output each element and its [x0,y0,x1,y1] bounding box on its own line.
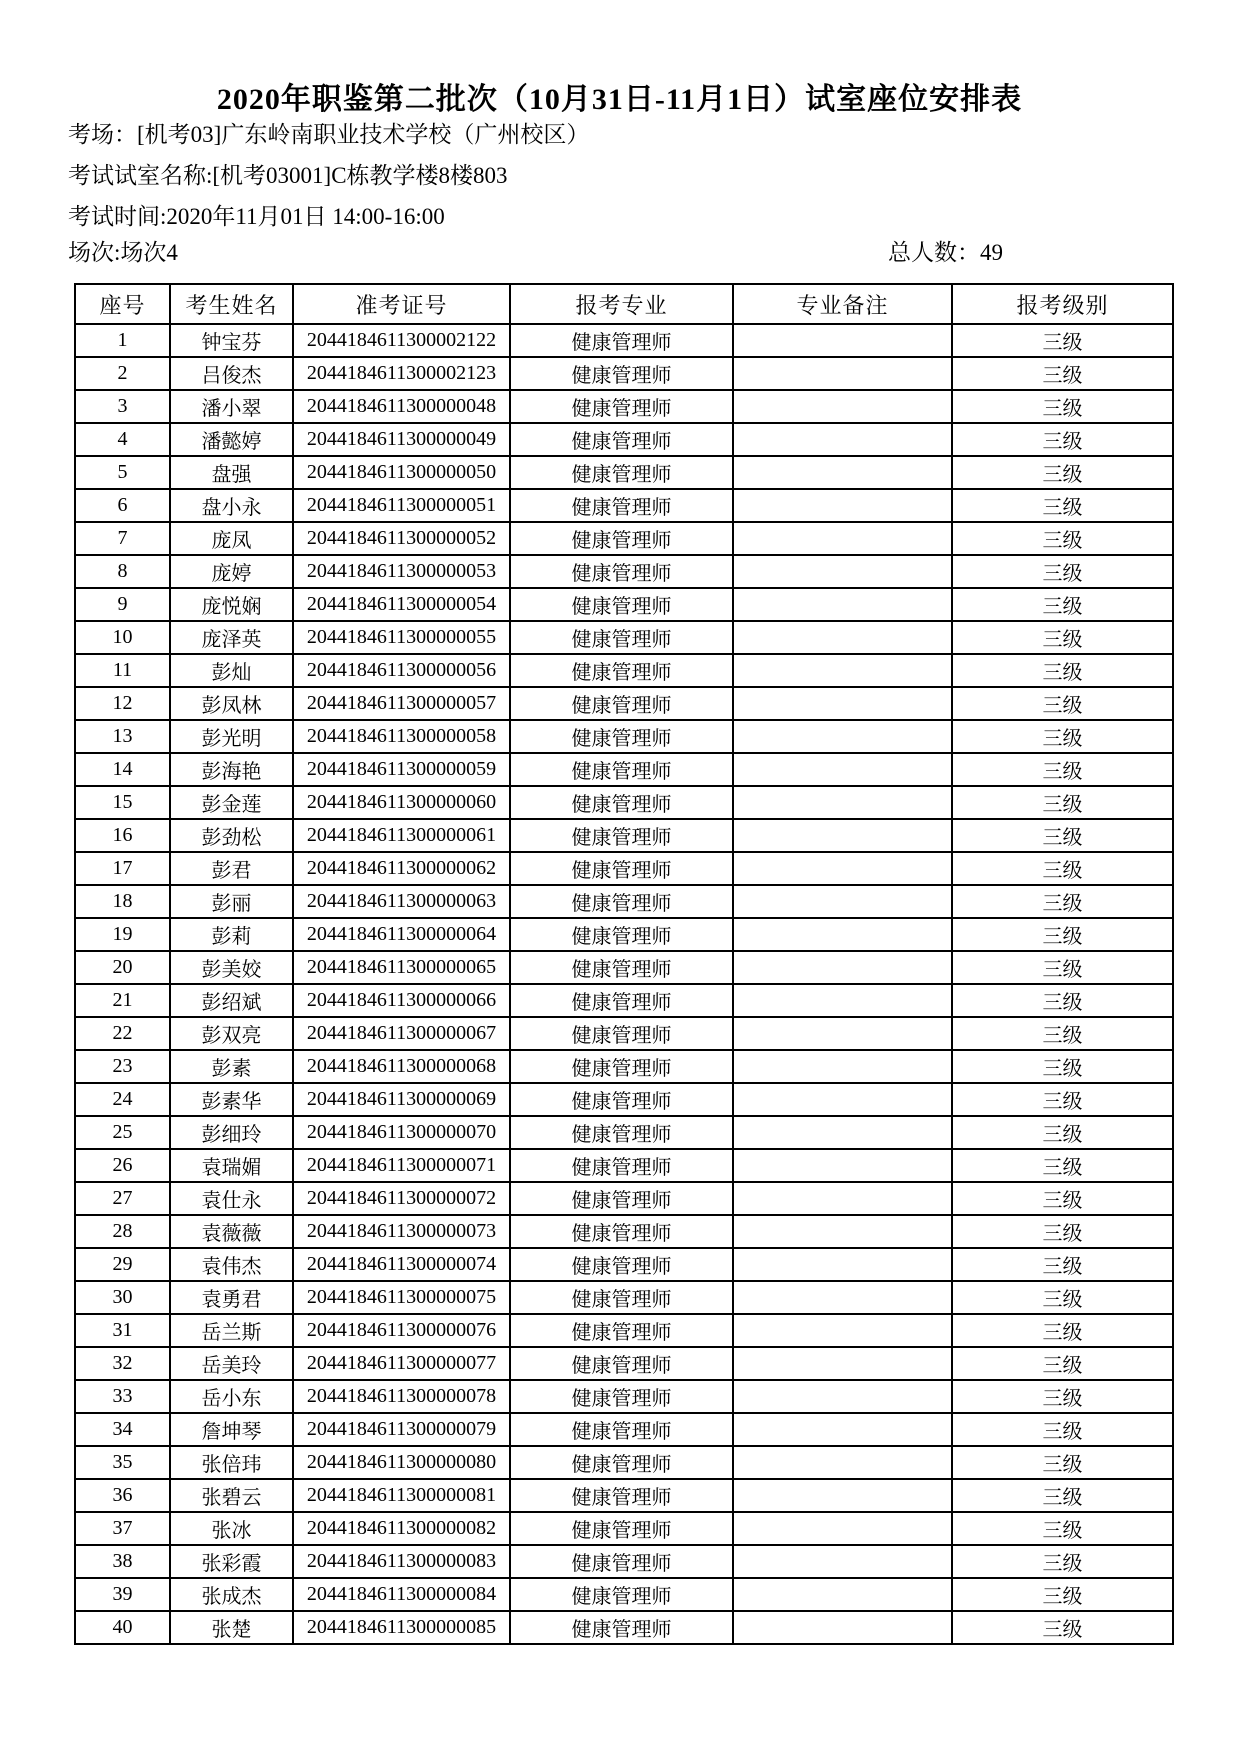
cell-major-remark [733,852,952,885]
cell-applied-level: 三级 [952,1512,1173,1545]
cell-applied-major: 健康管理师 [510,522,733,555]
cell-major-remark [733,1578,952,1611]
cell-candidate-name: 彭金莲 [170,786,293,819]
cell-candidate-name: 彭莉 [170,918,293,951]
cell-major-remark [733,951,952,984]
cell-applied-level: 三级 [952,1611,1173,1644]
cell-major-remark [733,390,952,423]
cell-applied-level: 三级 [952,1050,1173,1083]
cell-admission-ticket-number: 2044184611300000054 [293,588,510,621]
cell-seat-number: 17 [75,852,170,885]
cell-candidate-name: 庞泽英 [170,621,293,654]
cell-candidate-name: 彭凤林 [170,687,293,720]
cell-candidate-name: 张冰 [170,1512,293,1545]
table-header [75,284,1173,324]
cell-seat-number: 39 [75,1578,170,1611]
cell-seat-number: 35 [75,1446,170,1479]
cell-admission-ticket-number: 2044184611300000059 [293,753,510,786]
cell-major-remark [733,918,952,951]
cell-seat-number: 3 [75,390,170,423]
cell-admission-ticket-number: 2044184611300000051 [293,489,510,522]
cell-admission-ticket-number: 2044184611300000073 [293,1215,510,1248]
cell-candidate-name: 詹坤琴 [170,1413,293,1446]
cell-admission-ticket-number: 2044184611300000075 [293,1281,510,1314]
cell-admission-ticket-number: 2044184611300000067 [293,1017,510,1050]
cell-major-remark [733,984,952,1017]
cell-applied-major: 健康管理师 [510,1611,733,1644]
cell-admission-ticket-number: 2044184611300000068 [293,1050,510,1083]
cell-admission-ticket-number: 2044184611300000083 [293,1545,510,1578]
table-row [75,1479,1173,1512]
cell-candidate-name: 潘小翠 [170,390,293,423]
cell-major-remark [733,1281,952,1314]
cell-seat-number: 22 [75,1017,170,1050]
cell-applied-major: 健康管理师 [510,489,733,522]
cell-candidate-name: 张彩霞 [170,1545,293,1578]
table-row [75,1413,1173,1446]
cell-candidate-name: 潘懿婷 [170,423,293,456]
cell-applied-level: 三级 [952,951,1173,984]
cell-seat-number: 24 [75,1083,170,1116]
cell-candidate-name: 彭君 [170,852,293,885]
cell-major-remark [733,324,952,357]
exam-time-line: 考试时间:2020年11月01日 14:00-16:00 [68,204,445,229]
table-row [75,852,1173,885]
cell-candidate-name: 张楚 [170,1611,293,1644]
cell-admission-ticket-number: 2044184611300000078 [293,1380,510,1413]
table-row [75,390,1173,423]
page-title: 2020年职鉴第二批次（10月31日-11月1日）试室座位安排表 [216,83,1023,116]
table-row [75,357,1173,390]
cell-applied-level: 三级 [952,324,1173,357]
cell-major-remark [733,819,952,852]
cell-admission-ticket-number: 2044184611300002122 [293,324,510,357]
cell-major-remark [733,423,952,456]
table-row [75,720,1173,753]
cell-major-remark [733,1116,952,1149]
exam-venue-line: 考场：[机考03]广东岭南职业技术学校（广州校区） [68,122,590,147]
cell-applied-major: 健康管理师 [510,1149,733,1182]
cell-applied-major: 健康管理师 [510,1281,733,1314]
cell-admission-ticket-number: 2044184611300002123 [293,357,510,390]
cell-major-remark [733,1050,952,1083]
cell-major-remark [733,1314,952,1347]
cell-candidate-name: 彭光明 [170,720,293,753]
cell-applied-major: 健康管理师 [510,1050,733,1083]
cell-applied-major: 健康管理师 [510,1116,733,1149]
cell-applied-major: 健康管理师 [510,1248,733,1281]
cell-candidate-name: 钟宝芬 [170,324,293,357]
header-candidate-name: 考生姓名 [170,284,293,324]
cell-applied-major: 健康管理师 [510,720,733,753]
cell-major-remark [733,555,952,588]
table-row [75,918,1173,951]
cell-applied-major: 健康管理师 [510,885,733,918]
cell-admission-ticket-number: 2044184611300000071 [293,1149,510,1182]
table-row [75,1281,1173,1314]
cell-applied-major: 健康管理师 [510,687,733,720]
cell-major-remark [733,1248,952,1281]
cell-admission-ticket-number: 2044184611300000057 [293,687,510,720]
cell-major-remark [733,1347,952,1380]
cell-major-remark [733,687,952,720]
table-row [75,1050,1173,1083]
cell-applied-level: 三级 [952,1545,1173,1578]
cell-admission-ticket-number: 2044184611300000074 [293,1248,510,1281]
cell-applied-level: 三级 [952,786,1173,819]
cell-applied-major: 健康管理师 [510,1017,733,1050]
table-row [75,1116,1173,1149]
cell-candidate-name: 袁伟杰 [170,1248,293,1281]
cell-seat-number: 11 [75,654,170,687]
cell-candidate-name: 岳兰斯 [170,1314,293,1347]
cell-seat-number: 4 [75,423,170,456]
cell-applied-level: 三级 [952,357,1173,390]
cell-seat-number: 12 [75,687,170,720]
cell-candidate-name: 彭细玲 [170,1116,293,1149]
cell-applied-major: 健康管理师 [510,555,733,588]
cell-candidate-name: 彭灿 [170,654,293,687]
table-header-row [75,284,1173,324]
table-row [75,1578,1173,1611]
cell-applied-major: 健康管理师 [510,1182,733,1215]
cell-admission-ticket-number: 2044184611300000069 [293,1083,510,1116]
cell-admission-ticket-number: 2044184611300000048 [293,390,510,423]
cell-seat-number: 9 [75,588,170,621]
cell-applied-major: 健康管理师 [510,1512,733,1545]
cell-candidate-name: 彭劲松 [170,819,293,852]
cell-major-remark [733,456,952,489]
cell-candidate-name: 袁薇薇 [170,1215,293,1248]
cell-applied-level: 三级 [952,1017,1173,1050]
cell-applied-level: 三级 [952,1083,1173,1116]
cell-applied-major: 健康管理师 [510,621,733,654]
table-row [75,1347,1173,1380]
cell-applied-level: 三级 [952,1413,1173,1446]
cell-candidate-name: 彭双亮 [170,1017,293,1050]
cell-applied-major: 健康管理师 [510,1578,733,1611]
cell-seat-number: 19 [75,918,170,951]
table-row [75,1182,1173,1215]
cell-major-remark [733,753,952,786]
cell-candidate-name: 彭素 [170,1050,293,1083]
cell-seat-number: 37 [75,1512,170,1545]
cell-major-remark [733,1083,952,1116]
seating-table [74,283,1174,1645]
cell-major-remark [733,588,952,621]
cell-applied-level: 三级 [952,1479,1173,1512]
table-row [75,984,1173,1017]
cell-admission-ticket-number: 2044184611300000063 [293,885,510,918]
table-row [75,1380,1173,1413]
cell-admission-ticket-number: 2044184611300000079 [293,1413,510,1446]
cell-seat-number: 33 [75,1380,170,1413]
cell-major-remark [733,621,952,654]
cell-seat-number: 1 [75,324,170,357]
cell-major-remark [733,357,952,390]
cell-major-remark [733,1380,952,1413]
cell-applied-major: 健康管理师 [510,918,733,951]
cell-seat-number: 23 [75,1050,170,1083]
cell-applied-major: 健康管理师 [510,1446,733,1479]
cell-major-remark [733,654,952,687]
table-row [75,1215,1173,1248]
table-row [75,588,1173,621]
cell-seat-number: 34 [75,1413,170,1446]
cell-major-remark [733,489,952,522]
cell-candidate-name: 彭海艳 [170,753,293,786]
cell-admission-ticket-number: 2044184611300000076 [293,1314,510,1347]
cell-seat-number: 8 [75,555,170,588]
cell-seat-number: 5 [75,456,170,489]
exam-room-line: 考试试室名称:[机考03001]C栋教学楼8楼803 [68,163,508,188]
cell-applied-level: 三级 [952,456,1173,489]
cell-candidate-name: 张倍玮 [170,1446,293,1479]
cell-major-remark [733,1545,952,1578]
total-count-line: 总人数：49 [888,240,1003,265]
table-row [75,819,1173,852]
cell-applied-major: 健康管理师 [510,1479,733,1512]
table-row [75,1017,1173,1050]
cell-candidate-name: 袁仕永 [170,1182,293,1215]
cell-seat-number: 29 [75,1248,170,1281]
table-row [75,1083,1173,1116]
cell-major-remark [733,1215,952,1248]
cell-applied-major: 健康管理师 [510,1215,733,1248]
cell-seat-number: 13 [75,720,170,753]
cell-candidate-name: 袁勇君 [170,1281,293,1314]
cell-admission-ticket-number: 2044184611300000082 [293,1512,510,1545]
cell-applied-major: 健康管理师 [510,654,733,687]
cell-applied-level: 三级 [952,522,1173,555]
cell-applied-level: 三级 [952,885,1173,918]
cell-major-remark [733,720,952,753]
cell-applied-major: 健康管理师 [510,1083,733,1116]
cell-admission-ticket-number: 2044184611300000055 [293,621,510,654]
cell-seat-number: 21 [75,984,170,1017]
table-row [75,1248,1173,1281]
cell-candidate-name: 张碧云 [170,1479,293,1512]
cell-seat-number: 25 [75,1116,170,1149]
cell-applied-major: 健康管理师 [510,786,733,819]
cell-seat-number: 18 [75,885,170,918]
cell-applied-level: 三级 [952,852,1173,885]
cell-applied-level: 三级 [952,654,1173,687]
cell-admission-ticket-number: 2044184611300000066 [293,984,510,1017]
table-row [75,621,1173,654]
cell-major-remark [733,522,952,555]
cell-candidate-name: 庞悦娴 [170,588,293,621]
cell-admission-ticket-number: 2044184611300000050 [293,456,510,489]
cell-major-remark [733,1479,952,1512]
table-row [75,951,1173,984]
cell-applied-level: 三级 [952,1578,1173,1611]
cell-admission-ticket-number: 2044184611300000052 [293,522,510,555]
cell-admission-ticket-number: 2044184611300000064 [293,918,510,951]
cell-applied-major: 健康管理师 [510,951,733,984]
cell-applied-level: 三级 [952,687,1173,720]
cell-candidate-name: 岳美玲 [170,1347,293,1380]
cell-applied-level: 三级 [952,1149,1173,1182]
table-row [75,786,1173,819]
cell-admission-ticket-number: 2044184611300000061 [293,819,510,852]
table-row [75,555,1173,588]
cell-applied-major: 健康管理师 [510,1380,733,1413]
cell-admission-ticket-number: 2044184611300000062 [293,852,510,885]
table-row [75,1446,1173,1479]
cell-admission-ticket-number: 2044184611300000080 [293,1446,510,1479]
table-row [75,753,1173,786]
cell-admission-ticket-number: 2044184611300000060 [293,786,510,819]
cell-candidate-name: 盘小永 [170,489,293,522]
cell-candidate-name: 吕俊杰 [170,357,293,390]
cell-applied-level: 三级 [952,1182,1173,1215]
session-line: 场次:场次4 [68,240,178,265]
cell-applied-major: 健康管理师 [510,324,733,357]
table-row [75,456,1173,489]
cell-applied-level: 三级 [952,918,1173,951]
cell-applied-level: 三级 [952,555,1173,588]
cell-seat-number: 15 [75,786,170,819]
cell-applied-level: 三级 [952,1215,1173,1248]
cell-major-remark [733,885,952,918]
header-applied-level: 报考级别 [952,284,1173,324]
cell-candidate-name: 张成杰 [170,1578,293,1611]
cell-applied-major: 健康管理师 [510,456,733,489]
table-row [75,1314,1173,1347]
table-row [75,1545,1173,1578]
cell-admission-ticket-number: 2044184611300000056 [293,654,510,687]
table-row [75,687,1173,720]
cell-major-remark [733,1413,952,1446]
cell-major-remark [733,1512,952,1545]
cell-admission-ticket-number: 2044184611300000072 [293,1182,510,1215]
cell-applied-level: 三级 [952,621,1173,654]
cell-seat-number: 16 [75,819,170,852]
table-row [75,324,1173,357]
cell-seat-number: 36 [75,1479,170,1512]
cell-applied-major: 健康管理师 [510,1545,733,1578]
cell-candidate-name: 庞凤 [170,522,293,555]
cell-applied-major: 健康管理师 [510,1413,733,1446]
cell-applied-major: 健康管理师 [510,852,733,885]
cell-seat-number: 32 [75,1347,170,1380]
cell-candidate-name: 彭美姣 [170,951,293,984]
cell-applied-major: 健康管理师 [510,819,733,852]
cell-seat-number: 14 [75,753,170,786]
header-admission-ticket-number: 准考证号 [293,284,510,324]
header-seat-number: 座号 [75,284,170,324]
cell-seat-number: 7 [75,522,170,555]
table-row [75,423,1173,456]
cell-admission-ticket-number: 2044184611300000058 [293,720,510,753]
cell-admission-ticket-number: 2044184611300000085 [293,1611,510,1644]
cell-major-remark [733,1182,952,1215]
cell-applied-major: 健康管理师 [510,1314,733,1347]
cell-applied-level: 三级 [952,588,1173,621]
cell-seat-number: 26 [75,1149,170,1182]
cell-seat-number: 27 [75,1182,170,1215]
cell-seat-number: 31 [75,1314,170,1347]
table-row [75,654,1173,687]
cell-candidate-name: 盘强 [170,456,293,489]
cell-seat-number: 2 [75,357,170,390]
cell-applied-level: 三级 [952,1281,1173,1314]
table-row [75,1149,1173,1182]
cell-applied-level: 三级 [952,390,1173,423]
table-row [75,1512,1173,1545]
cell-admission-ticket-number: 2044184611300000065 [293,951,510,984]
header-major-remark: 专业备注 [733,284,952,324]
table-row [75,1611,1173,1644]
cell-candidate-name: 彭丽 [170,885,293,918]
cell-major-remark [733,1446,952,1479]
cell-candidate-name: 彭绍斌 [170,984,293,1017]
cell-seat-number: 28 [75,1215,170,1248]
cell-admission-ticket-number: 2044184611300000084 [293,1578,510,1611]
cell-candidate-name: 袁瑞媚 [170,1149,293,1182]
cell-major-remark [733,1017,952,1050]
cell-seat-number: 30 [75,1281,170,1314]
cell-applied-level: 三级 [952,1248,1173,1281]
cell-applied-level: 三级 [952,1116,1173,1149]
table-body [75,324,1173,1644]
cell-seat-number: 10 [75,621,170,654]
cell-applied-level: 三级 [952,489,1173,522]
cell-applied-major: 健康管理师 [510,753,733,786]
table-row [75,522,1173,555]
cell-applied-level: 三级 [952,984,1173,1017]
cell-seat-number: 20 [75,951,170,984]
cell-admission-ticket-number: 2044184611300000077 [293,1347,510,1380]
cell-major-remark [733,1149,952,1182]
cell-applied-major: 健康管理师 [510,1347,733,1380]
header-applied-major: 报考专业 [510,284,733,324]
cell-applied-major: 健康管理师 [510,357,733,390]
cell-seat-number: 6 [75,489,170,522]
cell-admission-ticket-number: 2044184611300000070 [293,1116,510,1149]
cell-applied-level: 三级 [952,753,1173,786]
cell-seat-number: 38 [75,1545,170,1578]
table-row [75,885,1173,918]
cell-applied-level: 三级 [952,720,1173,753]
cell-admission-ticket-number: 2044184611300000081 [293,1479,510,1512]
cell-applied-level: 三级 [952,1314,1173,1347]
cell-candidate-name: 彭素华 [170,1083,293,1116]
cell-candidate-name: 庞婷 [170,555,293,588]
cell-applied-level: 三级 [952,819,1173,852]
cell-candidate-name: 岳小东 [170,1380,293,1413]
table-row [75,489,1173,522]
cell-admission-ticket-number: 2044184611300000049 [293,423,510,456]
cell-applied-level: 三级 [952,1380,1173,1413]
cell-admission-ticket-number: 2044184611300000053 [293,555,510,588]
cell-applied-level: 三级 [952,1446,1173,1479]
cell-applied-major: 健康管理师 [510,423,733,456]
cell-applied-major: 健康管理师 [510,984,733,1017]
cell-applied-level: 三级 [952,1347,1173,1380]
cell-major-remark [733,786,952,819]
cell-seat-number: 40 [75,1611,170,1644]
cell-applied-major: 健康管理师 [510,390,733,423]
cell-major-remark [733,1611,952,1644]
cell-applied-level: 三级 [952,423,1173,456]
cell-applied-major: 健康管理师 [510,588,733,621]
